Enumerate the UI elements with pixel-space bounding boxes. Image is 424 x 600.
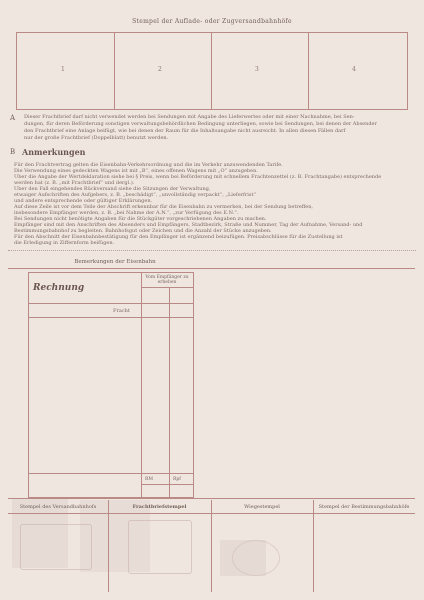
remark-line: Bestimmungsbahnhof zu begleiten. Bahnhofsgut oder Zeichen und die Anzahl der Stücke anzugeben. <box>14 228 272 234</box>
rpf-label: Rpf <box>173 477 181 482</box>
column-divider <box>211 33 212 109</box>
paragraph-marker: A <box>10 114 16 122</box>
bottom-stamp-grid <box>8 500 415 592</box>
remark-line: die Erledigung in Ziffernform beifügen. <box>14 240 115 246</box>
remark-line: werden hat (z. B. „mit Frachtbrief“ und dergl.). <box>14 180 135 186</box>
remark-line: Die Verwendung eines gedeckten Wagens ist mit „B“, eines offenen Wagens mit „O“ anzugeben. <box>14 168 258 174</box>
stamp-section-title: Stempel der Auflade- oder Zugversandbahnhöfe <box>132 18 292 25</box>
freight-row-label: Fracht <box>113 308 130 314</box>
header-rule <box>8 513 415 514</box>
column-number: 3 <box>255 66 259 73</box>
calculation-table <box>28 272 194 498</box>
stamp-label-waybill: Frachtbriefstempel <box>132 504 187 510</box>
paragraph-line: Dieser Frachtbrief darf nicht verwendet werden bei Sendungen mit Angabe des Lieferwertes oder mit einer Nachnahme, bei Sen- <box>24 114 355 120</box>
stamp-grid <box>16 32 408 110</box>
stamp-label-dispatch: Stempel des Versandbahnhofs <box>19 504 97 510</box>
stamp-impression <box>20 524 92 570</box>
column-number: 2 <box>158 66 162 73</box>
remark-line: insbesondere Empfänger werden, z. B. „bei Nahme der A.N.“, „zur Verfügung des E.N.“. <box>14 210 239 216</box>
header-rule <box>8 268 415 269</box>
bottom-rule <box>8 498 415 499</box>
stamp-impression <box>232 540 280 576</box>
column-divider <box>308 33 309 109</box>
column-number: 4 <box>352 66 356 73</box>
paragraph-line: nur der große Frachtbrief (Doppelblatt) benutzt werden. <box>24 135 169 141</box>
column-divider <box>141 273 142 497</box>
remarks-list <box>14 162 412 246</box>
amount-header-rule <box>141 287 193 288</box>
rechnung-label: Rechnung <box>33 283 85 293</box>
table-rule <box>29 473 193 474</box>
stamp-label-destination: Stempel der Bestimmungsbahnhöfe <box>318 504 410 510</box>
table-rule <box>29 303 193 304</box>
remark-line: Für den Abschnitt der Eisenbahnbestätigung für den Empfänger ist ergänzend beizufügen. Preisabschlüsse für die Zustellung ist <box>14 234 343 240</box>
remark-line: Über die Angabe der Wertdeklaration siehe bei § Preis, wenn bei Beförderung mit schnellem Frachtenzettel (z. B. Frachtangabe) entsprechende <box>14 174 382 180</box>
amount-header: Vom Empfänger zu erheben <box>145 275 189 285</box>
remark-line: Empfänger sind mit den Anschriften des Absenders und Empfängers, Stadtbezirk, Straße und Nummer, Tag der Aufnahme, Versand- und <box>14 222 363 228</box>
column-divider <box>169 287 170 497</box>
column-divider <box>114 33 115 109</box>
remark-line: und andere entsprechende oder gültiger Erklärungen. <box>14 198 153 204</box>
paragraph-marker: B <box>10 148 16 156</box>
remark-line: Für den Frachtvertrag gelten die Eisenbahn-Verkehrsordnung und die im Verkehr anzuwendenden Tarife. <box>14 162 283 168</box>
table-rule <box>141 484 193 485</box>
table-rule <box>29 317 193 318</box>
rm-label: RM <box>145 477 153 482</box>
paragraph-line: dungen, für deren Beförderung sonstigen verwaltungsbehördlichen Bedingung unterliegen, sowie bei Sendungen, bei denen der Absender <box>24 121 377 127</box>
remarks-title: Anmerkungen <box>22 147 86 157</box>
remark-line: Über den Fall eingehendes Rückversand siehe die Sitzungen der Verwaltung, <box>14 186 211 192</box>
remark-line: etwaiger Aufschriften des Aufgebers, z. B. „beschädigt“, „unvollständig verpackt“, „Lieferfrist“ <box>14 192 257 198</box>
remark-line: Auf diese Zeile ist vor dem Teile der Abschrift erkennbar für die Eisenbahn zu vermerken, bei der Sendung betreffen, <box>14 204 314 210</box>
stamp-impression <box>128 520 192 574</box>
railway-remarks-header: Bemerkungen der Eisenbahn <box>74 259 156 265</box>
column-number: 1 <box>61 66 65 73</box>
paragraph-line: den Frachtbrief eine Anlage beifügt, wie bei denen der Raum für die Inhaltsangabe nicht ausreicht. In allen diesen Fällen darf <box>24 128 346 134</box>
dotted-separator <box>8 250 416 251</box>
stamp-label-weighing: Wiegestempel <box>244 504 280 510</box>
remark-line: Bei Sendungen nicht benötigte Angaben für die Stückgüter vorgeschriebenen Angaben zu machen. <box>14 216 267 222</box>
